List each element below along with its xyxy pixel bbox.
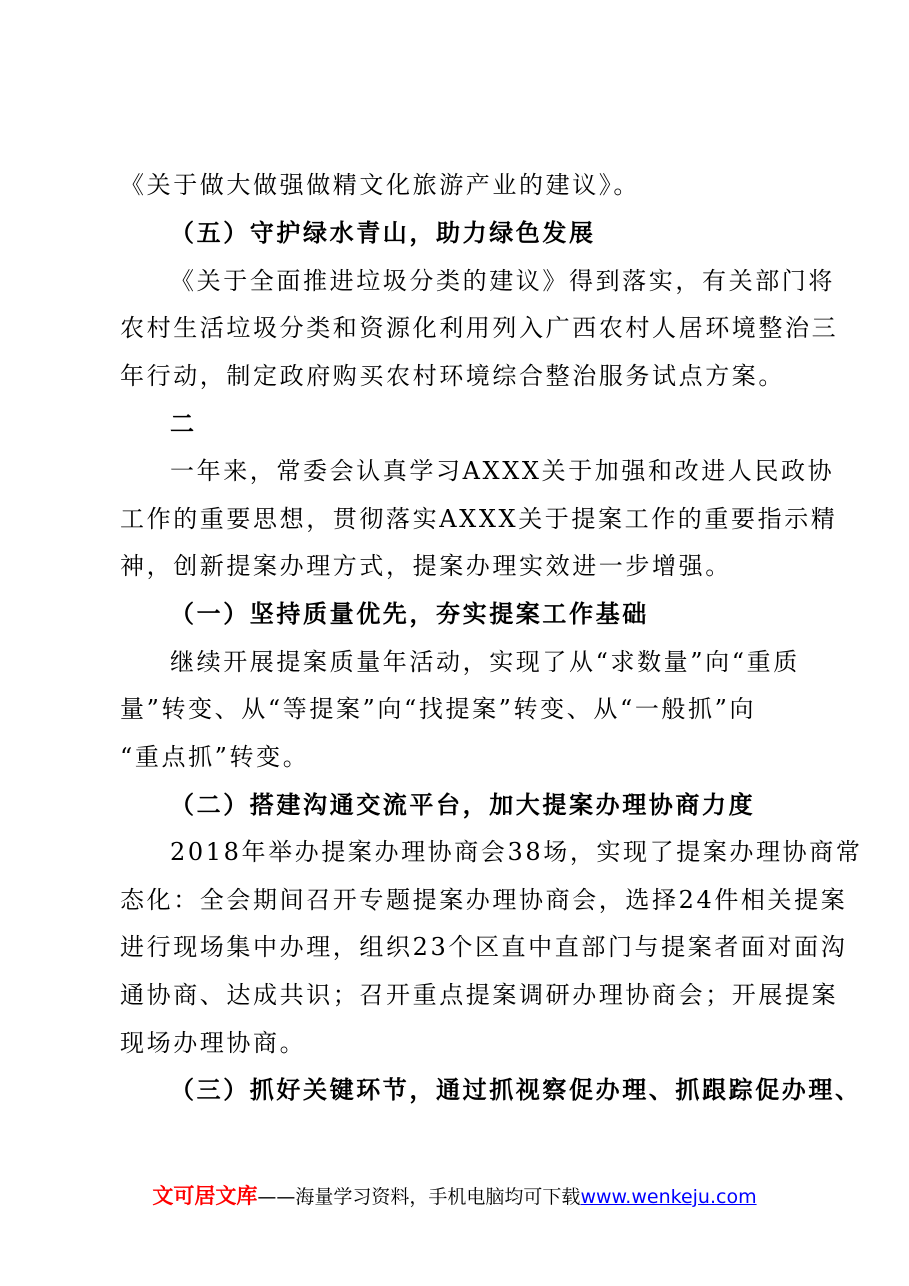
section-heading-2: （二）搭建沟通交流平台，加大提案办理协商力度 xyxy=(170,790,756,819)
section-heading-5: （五）守护绿水青山，助力绿色发展 xyxy=(170,218,596,247)
footer-banner xyxy=(0,1182,909,1211)
paragraph-line: 《关于全面推进垃圾分类的建议》得到落实，有关部门将 xyxy=(170,267,835,295)
paragraph-line: “重点抓”转变。 xyxy=(120,743,310,771)
paragraph-line: 《关于做大做强做精文化旅游产业的建议》。 xyxy=(120,171,640,199)
paragraph-line: 通协商、达成共识；召开重点提案调研办理协商会；开展提案 xyxy=(120,981,839,1009)
paragraph-line: 现场办理协商。 xyxy=(120,1029,307,1057)
footer-brand: 文可居文库 xyxy=(152,1184,258,1208)
chapter-heading-2: 二 xyxy=(170,409,197,438)
section-heading-1: （一）坚持质量优先，夯实提案工作基础 xyxy=(170,599,649,628)
paragraph-line: 进行现场集中办理，组织23个区直中直部门与提案者面对面沟 xyxy=(120,933,848,961)
paragraph-line: 2018年举办提案办理协商会38场，实现了提案办理协商常 xyxy=(170,838,863,866)
section-heading-3: （三）抓好关键环节，通过抓视察促办理、抓跟踪促办理、 xyxy=(170,1075,862,1104)
footer-url-link[interactable]: www.wenkeju.com xyxy=(580,1186,757,1208)
footer-tagline: ——海量学习资料，手机电脑均可下载 xyxy=(257,1186,581,1208)
paragraph-line: 一年来，常委会认真学习AXXX关于加强和改进人民政协 xyxy=(170,457,835,485)
paragraph-line: 量”转变、从“等提案”向“找提案”转变、从“一般抓”向 xyxy=(120,695,757,723)
paragraph-line: 工作的重要思想，贯彻落实AXXX关于提案工作的重要指示精 xyxy=(120,505,838,533)
paragraph-line: 神，创新提案办理方式，提案办理实效进一步增强。 xyxy=(120,552,732,580)
paragraph-line: 年行动，制定政府购买农村环境综合整治服务试点方案。 xyxy=(120,362,785,390)
paragraph-line: 继续开展提案质量年活动，实现了从“求数量”向“重质 xyxy=(170,648,800,676)
paragraph-line: 农村生活垃圾分类和资源化利用列入广西农村人居环境整治三 xyxy=(120,314,839,342)
paragraph-line: 态化：全会期间召开专题提案办理协商会，选择24件相关提案 xyxy=(120,886,848,914)
